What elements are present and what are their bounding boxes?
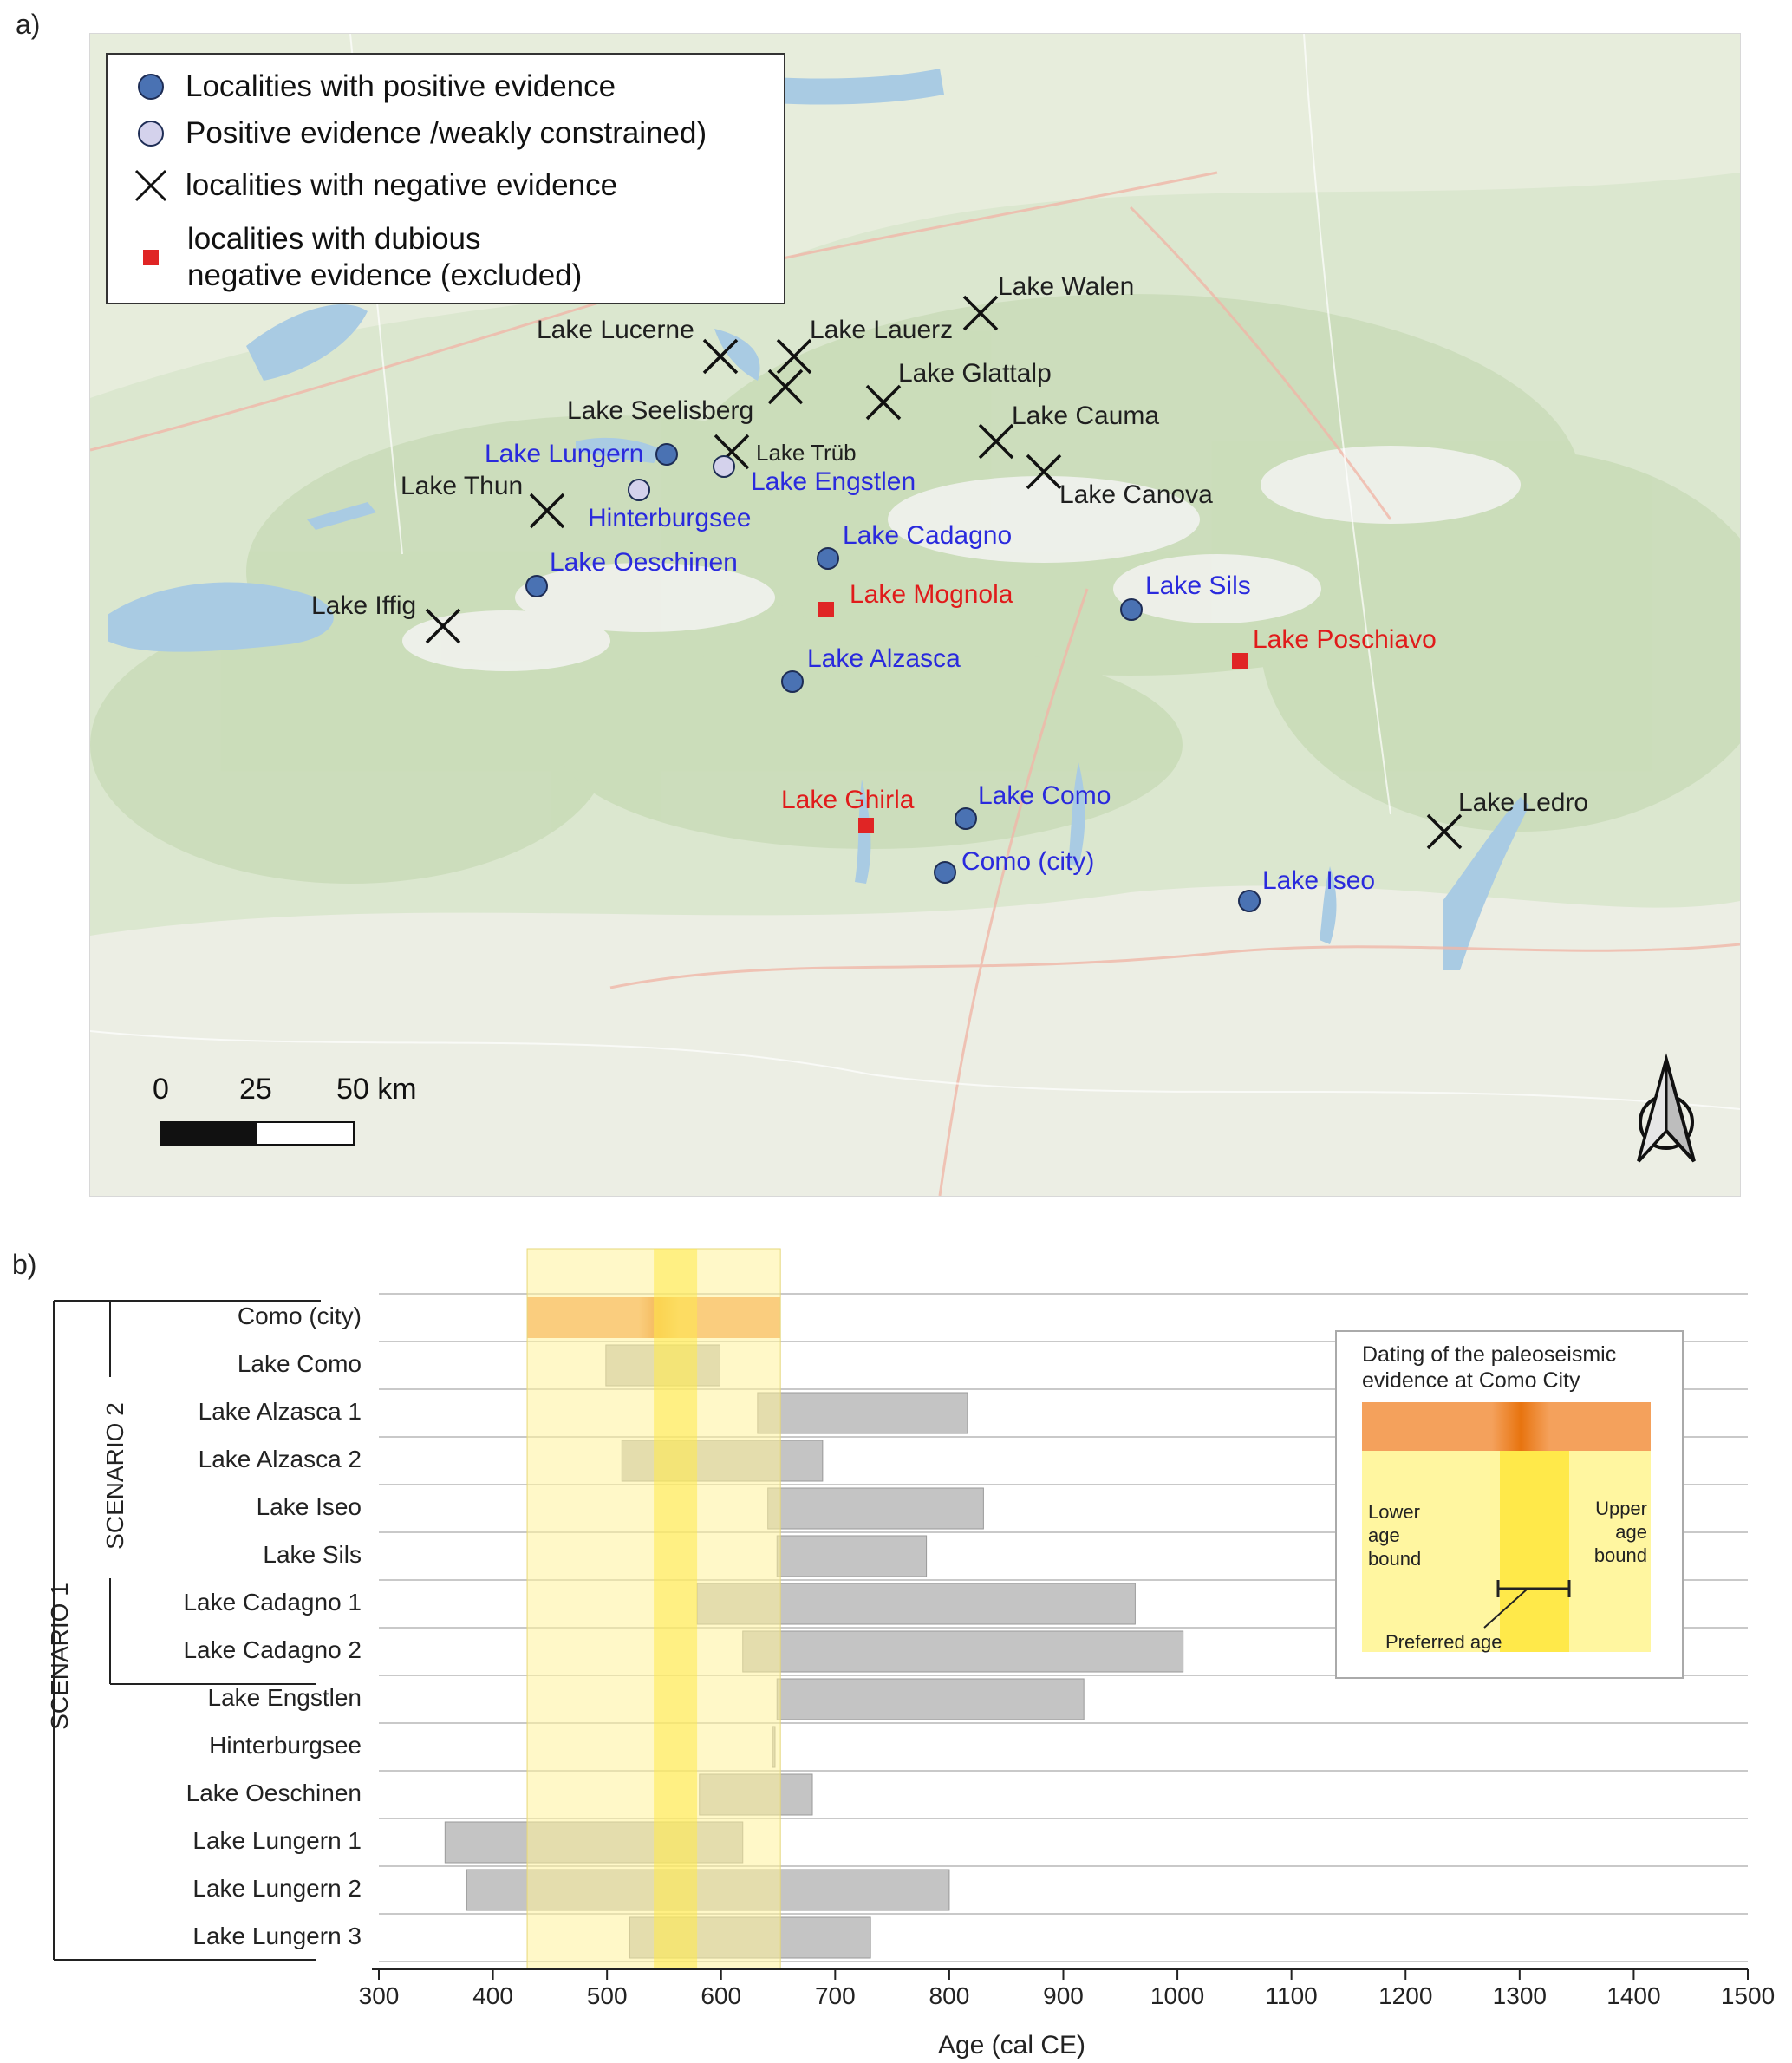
negative-cross-icon[interactable] [766,367,805,407]
label-lake-trub: Lake Trüb [756,440,857,466]
marker-como-city[interactable] [934,861,956,884]
legend-negative [134,167,617,204]
row-label: Lake Lungern 2 [192,1875,362,1902]
inset-upper-line1: Upper [1595,1498,1647,1519]
marker-oeschinen[interactable] [525,575,548,597]
negative-cross-icon [134,168,168,203]
label-como-city: Como (city) [961,847,1095,876]
inset-upper-bound [1587,1497,1647,1567]
label-lake-lauerz: Lake Lauerz [810,316,954,344]
inset-title-line1: Dating of the paleoseismic [1362,1342,1617,1367]
legend-weak-label: Positive evidence /weakly constrained) [186,116,707,150]
marker-alzasca[interactable] [781,670,804,693]
label-hinterburgsee: Hinterburgsee [588,504,752,532]
inset-title [1362,1342,1616,1394]
x-tick-label: 300 [358,1982,400,2009]
legend-dubious-line1: localities with dubious [187,222,481,256]
label-lake-iseo: Lake Iseo [1262,866,1376,895]
row-label: Lake Alzasca 1 [198,1398,362,1425]
label-lake-cauma: Lake Cauma [1012,402,1160,430]
x-tick-label: 900 [1043,1982,1084,2009]
legend-negative-label: localities with negative evidence [186,168,618,202]
x-axis [372,1969,1748,1980]
legend-dubious-line2: negative evidence (excluded) [187,258,583,292]
label-lake-lungern: Lake Lungern [485,440,644,468]
range-bar [777,1536,926,1577]
negative-cross-icon[interactable] [961,293,1000,333]
label-lake-engstlen: Lake Engstlen [751,467,916,496]
label-lake-oeschinen: Lake Oeschinen [550,548,738,577]
label-lake-ghirla: Lake Ghirla [781,786,915,814]
positive-marker-icon [138,74,164,100]
range-bar [777,1679,1084,1720]
x-tick-label: 1500 [1720,1982,1776,2009]
marker-engstlen[interactable] [713,455,735,478]
scale-bar [161,1122,354,1145]
label-lake-sils: Lake Sils [1145,571,1251,600]
label-lake-thun: Lake Thun [401,472,524,500]
marker-ghirla[interactable] [858,818,874,833]
x-tick-label: 1300 [1492,1982,1547,2009]
marker-como[interactable] [955,807,977,830]
scenario-1-label: SCENARIO 1 [46,1583,73,1730]
weak-marker-icon [138,121,164,147]
label-lake-glattalp: Lake Glattalp [898,359,1052,388]
label-lake-ledro: Lake Ledro [1458,788,1589,817]
scenario-2-label: SCENARIO 2 [101,1402,128,1550]
x-tick-label: 1100 [1265,1982,1318,2009]
x-tick-label: 1200 [1378,1982,1433,2009]
row-label: Lake Lungern 1 [192,1827,362,1854]
legend-weak [134,115,707,152]
inset-lower-bound [1368,1500,1421,1570]
row-label: Lake Oeschinen [186,1779,362,1806]
inset-lower-line3: bound [1368,1548,1422,1570]
negative-cross-icon[interactable] [527,491,567,531]
x-tick-label: 800 [929,1982,970,2009]
panel-b-label: b) [12,1249,37,1280]
marker-sils[interactable] [1120,598,1143,621]
legend-positive [134,69,616,105]
inset-upper-line3: bound [1593,1544,1647,1566]
inset-lower-line2: age [1368,1524,1400,1546]
marker-cadagno[interactable] [817,547,839,570]
row-label: Lake Sils [263,1541,362,1568]
label-lake-mognola: Lake Mognola [850,580,1013,609]
x-tick-label: 700 [814,1982,856,2009]
panel-a-label: a) [16,9,41,40]
inset-upper-line2: age [1615,1521,1647,1543]
scale-label-50: 50 km [336,1073,417,1106]
scale-label-25: 25 [239,1073,272,1106]
inset-preferred-age: Preferred age [1385,1631,1502,1653]
negative-cross-icon[interactable] [976,421,1016,461]
row-label: Lake Cadagno 2 [183,1636,362,1663]
x-tick-label: 1400 [1606,1982,1661,2009]
negative-cross-icon[interactable] [1024,452,1064,492]
x-tick-label: 600 [701,1982,742,2009]
label-lake-cadagno: Lake Cadagno [843,521,1013,550]
x-tick-label: 500 [586,1982,628,2009]
scale-label-0: 0 [153,1073,169,1106]
range-bar [743,1631,1183,1672]
x-axis-label: Age (cal CE) [937,2031,1086,2060]
row-label: Lake Como [237,1350,362,1377]
dubious-square-icon [143,250,159,265]
map-panel[interactable] [89,33,1741,1197]
inset-title-line2: evidence at Como City [1362,1368,1580,1393]
x-tick-label: 1000 [1150,1982,1205,2009]
inset-lower-line1: Lower [1368,1501,1420,1523]
label-lake-iffig: Lake Iffig [311,591,417,620]
legend-positive-label: Localities with positive evidence [186,69,616,103]
label-lake-seelisberg: Lake Seelisberg [567,396,754,425]
preferred-age-band [654,1249,697,1969]
label-lake-walen: Lake Walen [998,272,1135,301]
marker-lungern[interactable] [655,443,678,466]
label-lake-como: Lake Como [978,781,1111,810]
label-lake-lucerne: Lake Lucerne [537,316,694,344]
row-label: Lake Cadagno 1 [183,1589,362,1616]
age-highlight-band [527,1249,780,1969]
x-tick-label: 400 [472,1982,513,2009]
range-bar [768,1488,984,1529]
row-label: Lake Lungern 3 [192,1923,362,1949]
row-label: Lake Iseo [256,1493,362,1520]
label-lake-poschiavo: Lake Poschiavo [1253,625,1437,654]
negative-cross-icon[interactable] [701,336,740,376]
marker-poschiavo[interactable] [1232,653,1248,669]
negative-cross-icon[interactable] [423,606,463,646]
marker-iseo[interactable] [1238,890,1261,912]
legend-dubious [134,221,582,294]
map-legend [106,53,785,304]
row-label: Como (city) [237,1302,362,1329]
label-lake-alzasca: Lake Alzasca [807,644,961,673]
row-label: Lake Engstlen [207,1684,362,1711]
row-label: Lake Alzasca 2 [198,1446,362,1472]
marker-mognola[interactable] [818,602,834,617]
label-lake-canova: Lake Canova [1059,480,1213,509]
row-label: Hinterburgsee [209,1732,362,1759]
range-bar [758,1393,968,1433]
marker-hinterburgsee[interactable] [628,479,650,501]
